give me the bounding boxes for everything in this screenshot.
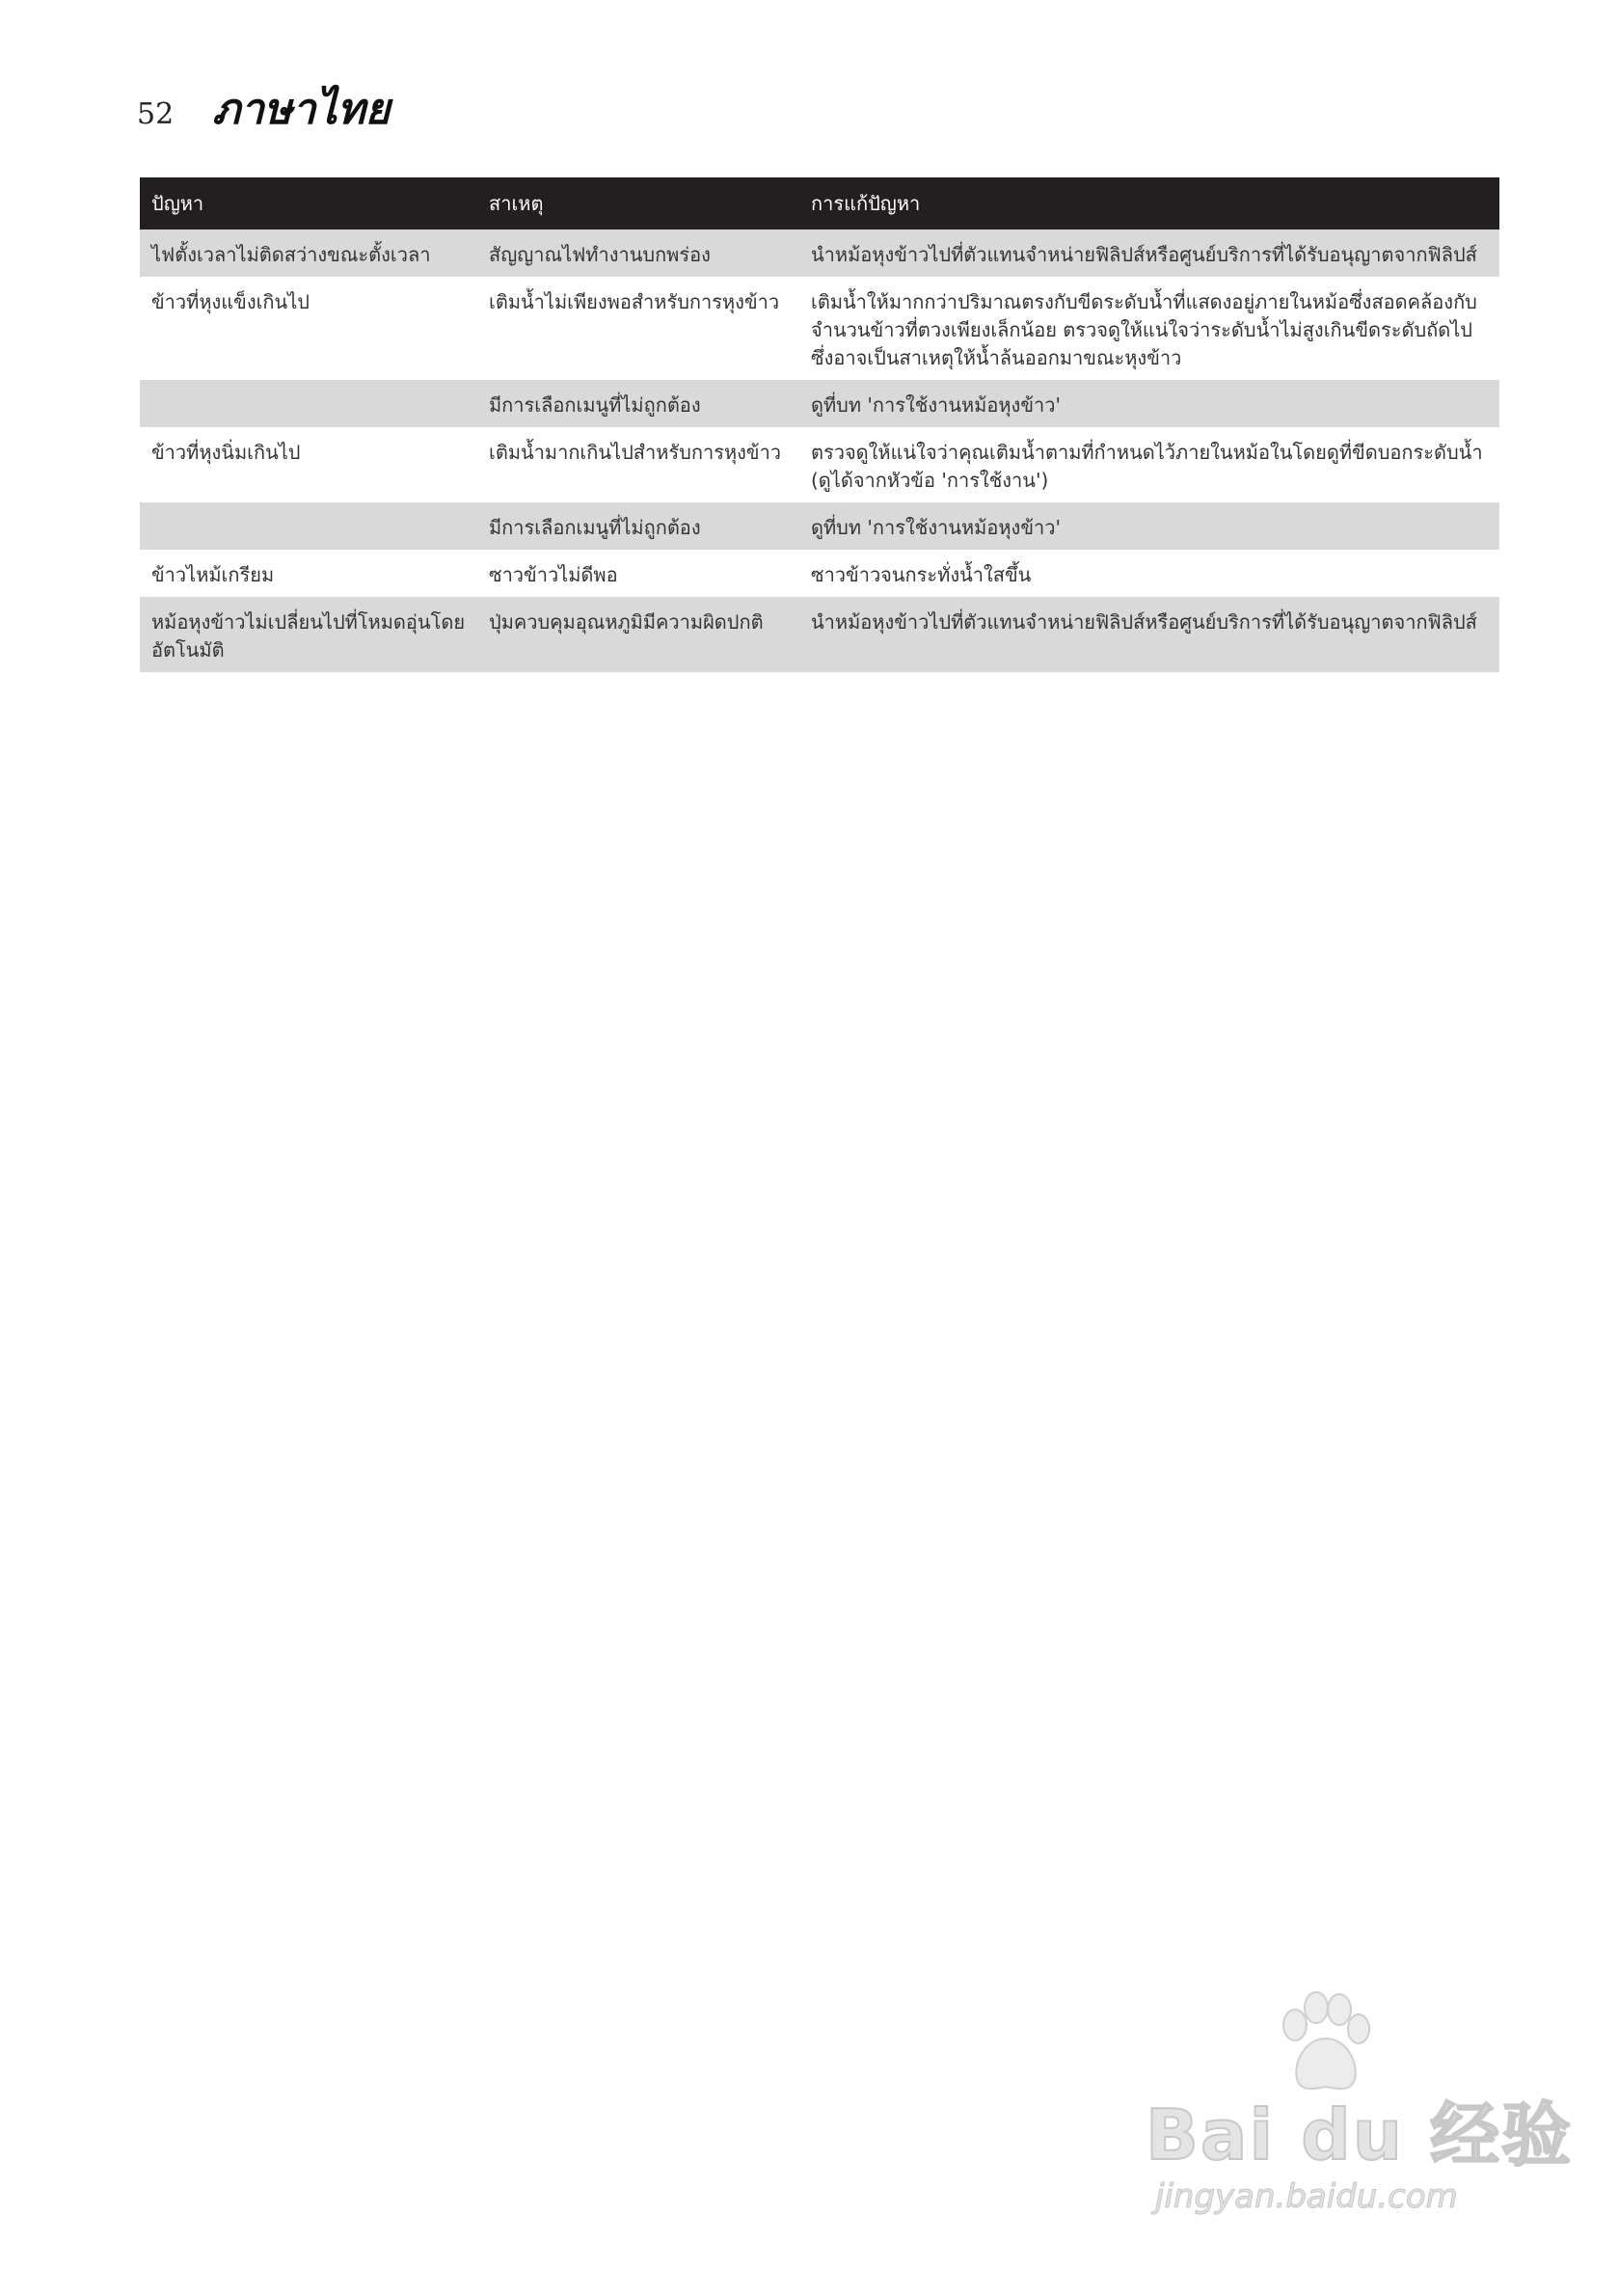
table-body [140, 230, 1499, 672]
cause-cell: มีการเลือกเมนูที่ไม่ถูกต้อง [477, 380, 799, 427]
solution-cell: ตรวจดูให้แน่ใจว่าคุณเติมน้ำตามที่กำหนดไว้ภายในหม้อในโดยดูที่ขีดบอกระดับน้ำ (ดูได้จากหัวข้อ 'การใช้งาน') [811, 441, 1483, 492]
problem-cell: ข้าวที่หุงแข็งเกินไป [151, 290, 310, 313]
table-row [140, 550, 1499, 597]
page-number: 52 [137, 97, 175, 131]
problem-cell [140, 380, 477, 427]
column-header-cause: สาเหตุ [477, 177, 799, 230]
cause-cell: สัญญาณไฟทำงานบกพร่อง [477, 230, 799, 277]
table-row [140, 502, 1499, 550]
column-header-solution: การแก้ปัญหา [799, 177, 1499, 230]
page-title: ภาษาไทย [212, 85, 391, 134]
watermark [1146, 1986, 1574, 2237]
solution-cell: นำหม้อหุงข้าวไปที่ตัวแทนจำหน่ายฟิลิปส์หรือศูนย์บริการที่ได้รับอนุญาตจากฟิลิปส์ [799, 597, 1499, 672]
table-row [140, 380, 1499, 427]
table-header [140, 177, 1499, 230]
problem-cell [140, 502, 477, 550]
cause-cell: มีการเลือกเมนูที่ไม่ถูกต้อง [477, 502, 799, 550]
problem-cell: ไฟตั้งเวลาไม่ติดสว่างขณะตั้งเวลา [140, 230, 477, 277]
table-row [140, 597, 1499, 672]
solution-cell: นำหม้อหุงข้าวไปที่ตัวแทนจำหน่ายฟิลิปส์หรือศูนย์บริการที่ได้รับอนุญาตจากฟิลิปส์ [799, 230, 1499, 277]
solution-cell: ดูที่บท 'การใช้งานหม้อหุงข้าว' [799, 380, 1499, 427]
cause-cell: เติมน้ำไม่เพียงพอสำหรับการหุงข้าว [489, 290, 780, 313]
solution-cell: ซาวข้าวจนกระทั่งน้ำใสขึ้น [811, 563, 1032, 586]
column-header-problem: ปัญหา [140, 177, 477, 230]
page-header [137, 75, 391, 143]
cause-cell: ปุ่มควบคุมอุณหภูมิมีความผิดปกติ [477, 597, 799, 672]
table-header-row [140, 177, 1499, 230]
watermark-brand: Bai du 经验 [1146, 2094, 1574, 2175]
problem-cell: ข้าวไหม้เกรียม [151, 563, 275, 586]
problem-cell: ข้าวที่หุงนิ่มเกินไป [151, 441, 301, 464]
cause-cell: เติมน้ำมากเกินไปสำหรับการหุงข้าว [489, 441, 782, 464]
solution-cell: ดูที่บท 'การใช้งานหม้อหุงข้าว' [799, 502, 1499, 550]
table-row [140, 277, 1499, 380]
cause-cell: ซาวข้าวไม่ดีพอ [489, 563, 618, 586]
troubleshooting-table [140, 177, 1499, 672]
table-row [140, 427, 1499, 502]
problem-cell: หม้อหุงข้าวไม่เปลี่ยนไปที่โหมดอุ่นโดยอัตโนมัติ [140, 597, 477, 672]
watermark-url: jingyan.baidu.com [1155, 2177, 1458, 2216]
table-row [140, 230, 1499, 277]
solution-cell: เติมน้ำให้มากกว่าปริมาณตรงกับขีดระดับน้ำที่แสดงอยู่ภายในหม้อซึ่งสอดคล้องกับจำนวนข้าวที่ตวงเพียงเล็กน้อย ตรวจดูให้แน่ใจว่าระดับน้ำไม่สูงเกินขีดระดับถัดไป ซึ่งอาจเป็นสาเหตุให้น้ำล้นออกมาขณะหุงข้าว [811, 290, 1477, 369]
